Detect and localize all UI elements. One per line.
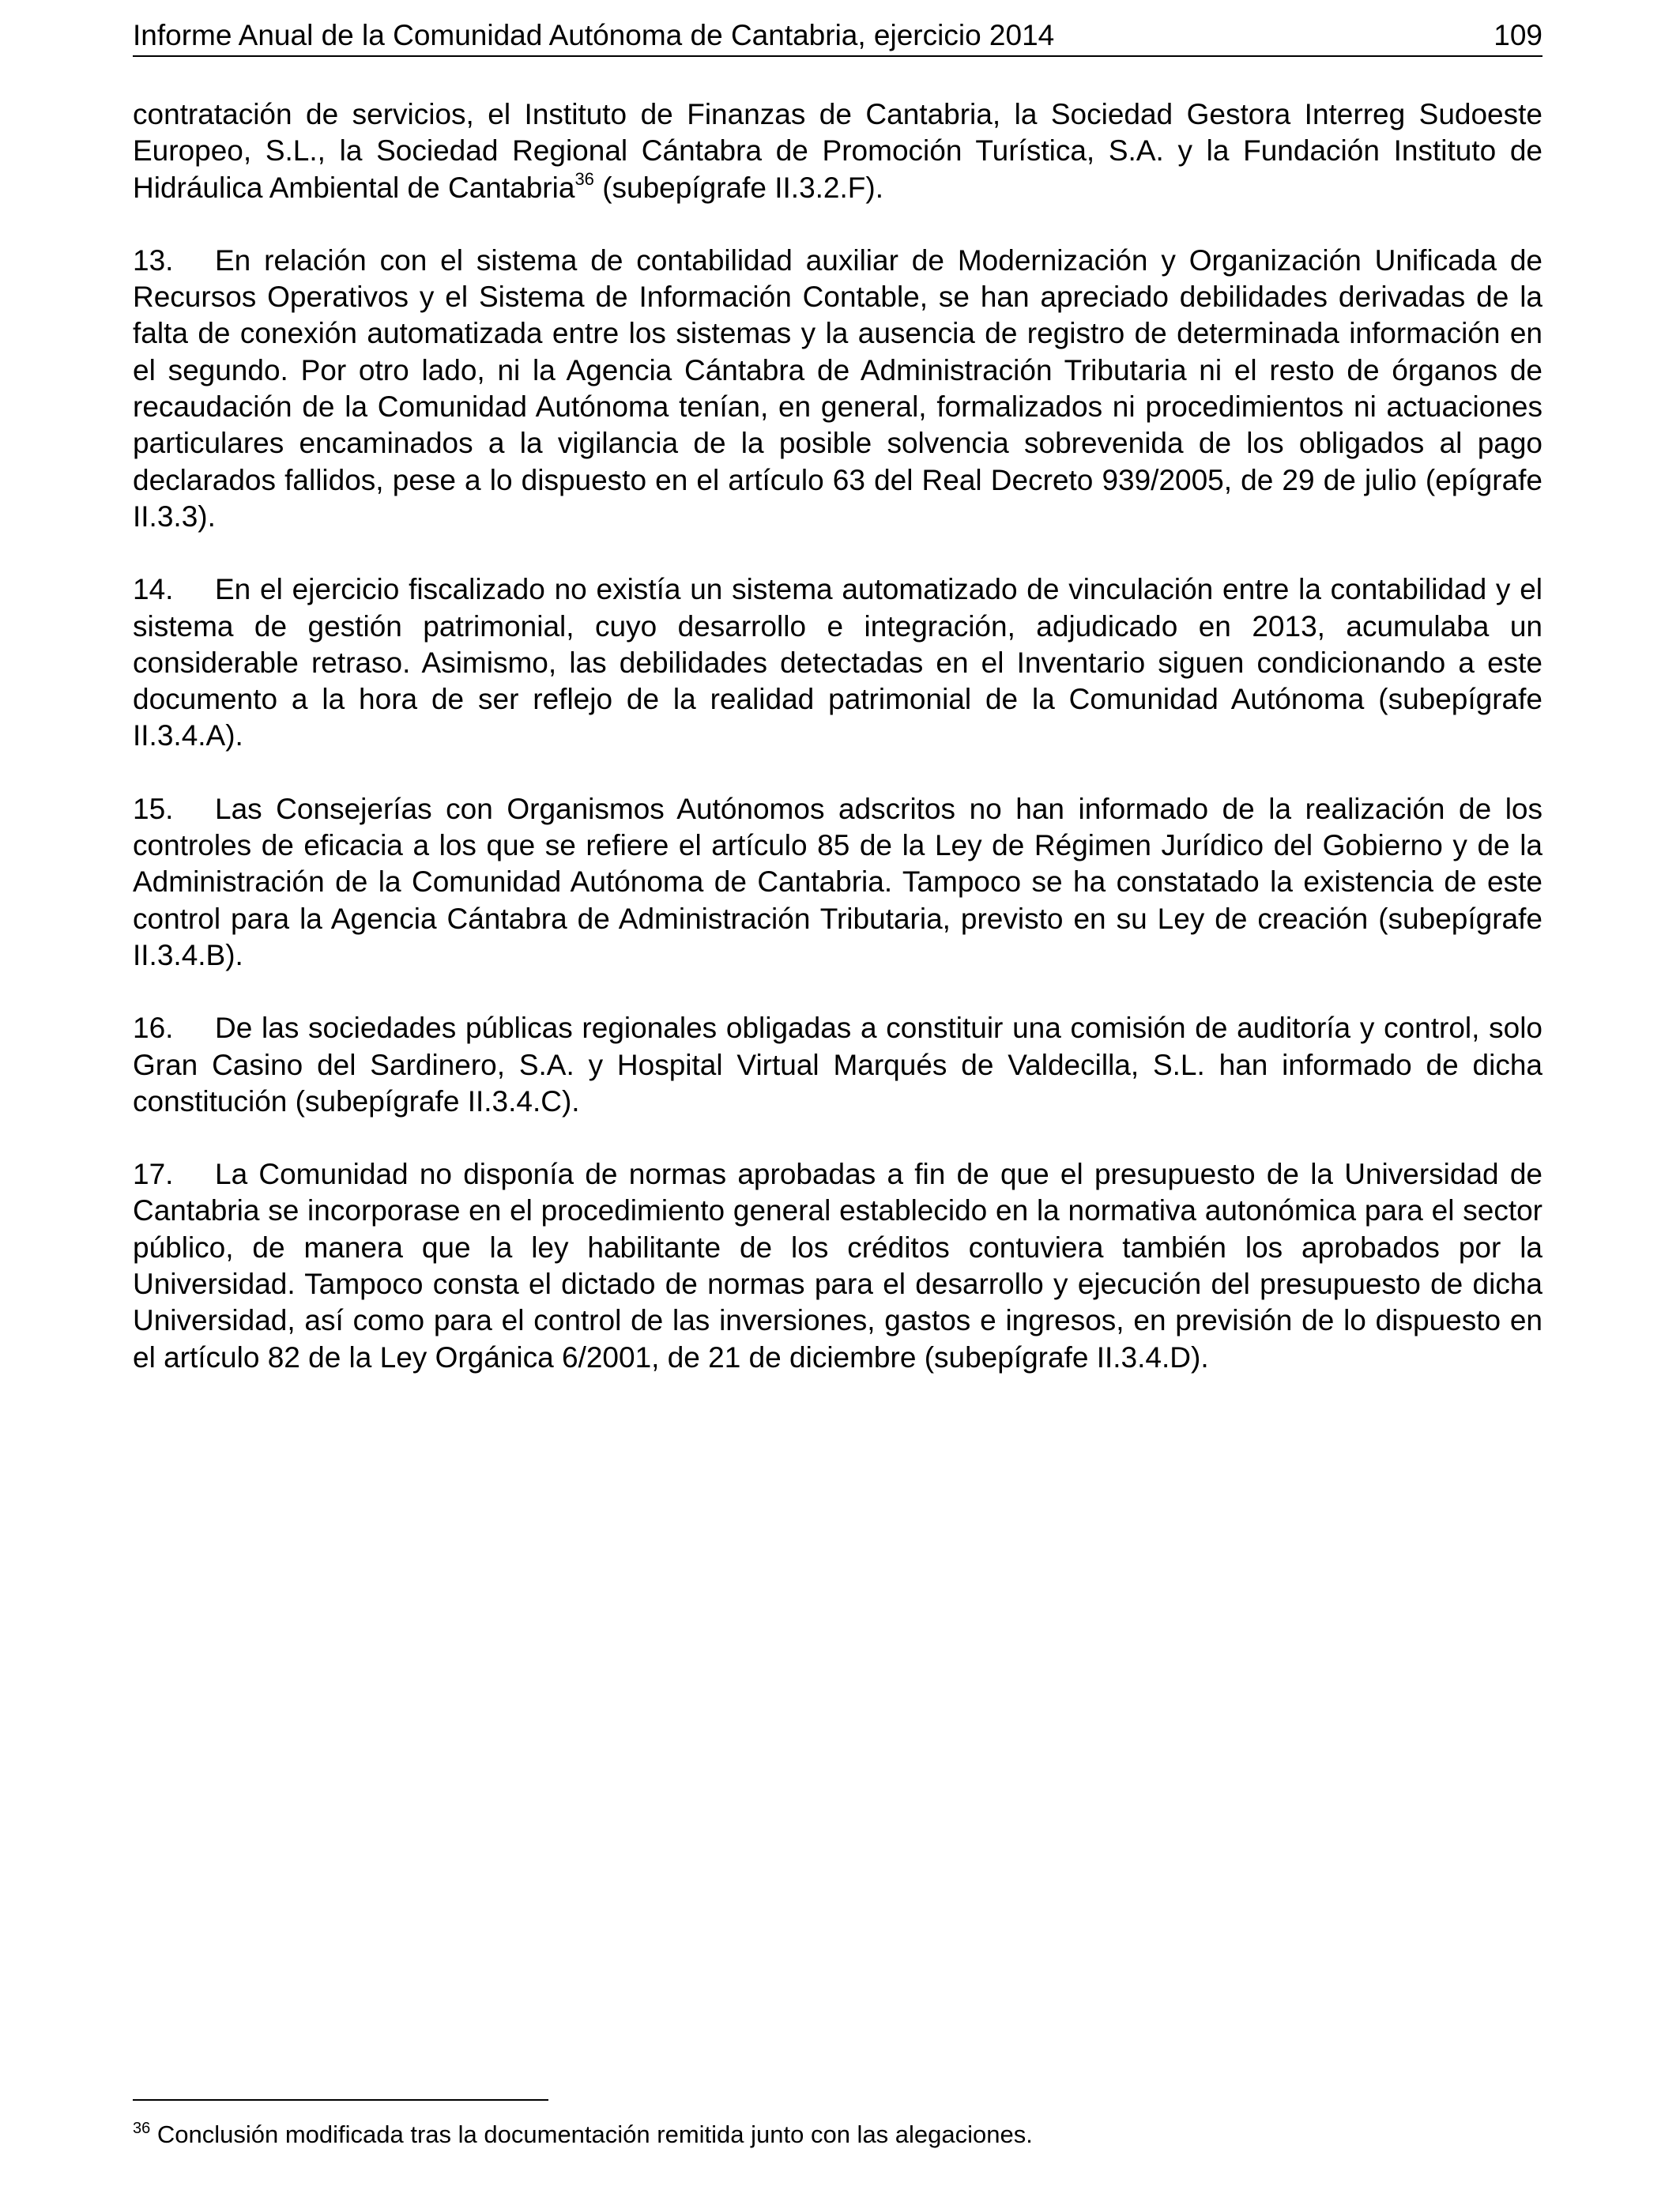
footnote-text: Conclusión modificada tras la documentación remitida junto con las alegaciones.	[150, 2120, 1033, 2148]
intro-text-end: (subepígrafe II.3.2.F).	[593, 171, 883, 204]
intro-text: contratación de servicios, el Instituto de Finanzas de Cantabria, la Sociedad Gestora Interreg Sudoeste Europeo, S.L., la Sociedad Regional Cántabra de Promoción Turística, S.A. y la Fundación Instituto de Hidráulica Ambiental de Cantabria	[133, 98, 1543, 204]
paragraph-number: 16.	[133, 1012, 174, 1045]
paragraph-13	[133, 243, 1543, 535]
footnote-separator	[133, 2099, 548, 2101]
paragraph-text: De las sociedades públicas regionales obligadas a constituir una comisión de auditoría y control, solo Gran Casino del Sardinero, S.A. y Hospital Virtual Marqués de Valdecilla, S.L. han informado de dicha constitución (subepígrafe II.3.4.C).	[133, 1012, 1543, 1118]
page-number: 109	[1494, 19, 1543, 51]
running-header	[133, 17, 1543, 57]
paragraph-text: En el ejercicio fiscalizado no existía un sistema automatizado de vinculación entre la contabilidad y el sistema de gestión patrimonial, cuyo desarrollo e integración, adjudicado en 2013, acumulaba un considerable retraso. Asimismo, las debilidades detectadas en el Inventario siguen condicionando a este documento a la hora de ser reflejo de la realidad patrimonial de la Comunidad Autónoma (subepígrafe II.3.4.A).	[133, 573, 1543, 752]
footnote	[133, 2120, 1543, 2150]
paragraph-text: En relación con el sistema de contabilidad auxiliar de Modernización y Organización Unificada de Recursos Operativos y el Sistema de Información Contable, se han apreciado debilidades derivadas de la falta de conexión automatizada entre los sistemas y la ausencia de registro de determinada información en el segundo. Por otro lado, ni la Agencia Cántabra de Administración Tributaria ni el resto de órganos de recaudación de la Comunidad Autónoma tenían, en general, formalizados ni procedimientos ni actuaciones particulares encaminados a la vigilancia de la posible solvencia sobrevenida de los obligados al pago declarados fallidos, pese a lo dispuesto en el artículo 63 del Real Decreto 939/2005, de 29 de julio (epígrafe II.3.3).	[133, 243, 1543, 533]
paragraph-number: 17.	[133, 1158, 174, 1191]
paragraph-number: 14.	[133, 573, 174, 606]
paragraph-text: La Comunidad no disponía de normas aprobadas a fin de que el presupuesto de la Universidad de Cantabria se incorporase en el procedimiento general establecido en la normativa autonómica para el sector público, de manera que la ley habilitante de los créditos contuviera también los aprobados por la Universidad. Tampoco consta el dictado de normas para el desarrollo y ejecución del presupuesto de dicha Universidad, así como para el control de las inversiones, gastos e ingresos, en previsión de lo dispuesto en el artículo 82 de la Ley Orgánica 6/2001, de 21 de diciembre (subepígrafe II.3.4.D).	[133, 1158, 1543, 1374]
paragraph-number: 15.	[133, 792, 174, 825]
footnote-number: 36	[133, 2120, 151, 2137]
footnote-reference[interactable]: 36	[574, 168, 594, 189]
header-title: Informe Anual de la Comunidad Autónoma de Cantabria, ejercicio 2014	[133, 19, 1055, 51]
paragraph-14	[133, 571, 1543, 754]
paragraph-16	[133, 1010, 1543, 1120]
paragraph-15	[133, 791, 1543, 974]
document-body	[133, 96, 1543, 1412]
paragraph-number: 13.	[133, 243, 174, 277]
paragraph-17	[133, 1156, 1543, 1376]
intro-paragraph	[133, 96, 1543, 206]
paragraph-text: Las Consejerías con Organismos Autónomos adscritos no han informado de la realización de los controles de eficacia a los que se refiere el artículo 85 de la Ley de Régimen Jurídico del Gobierno y de la Administración de la Comunidad Autónoma de Cantabria. Tampoco se ha constatado la existencia de este control para la Agencia Cántabra de Administración Tributaria, previsto en su Ley de creación (subepígrafe II.3.4.B).	[133, 792, 1543, 971]
